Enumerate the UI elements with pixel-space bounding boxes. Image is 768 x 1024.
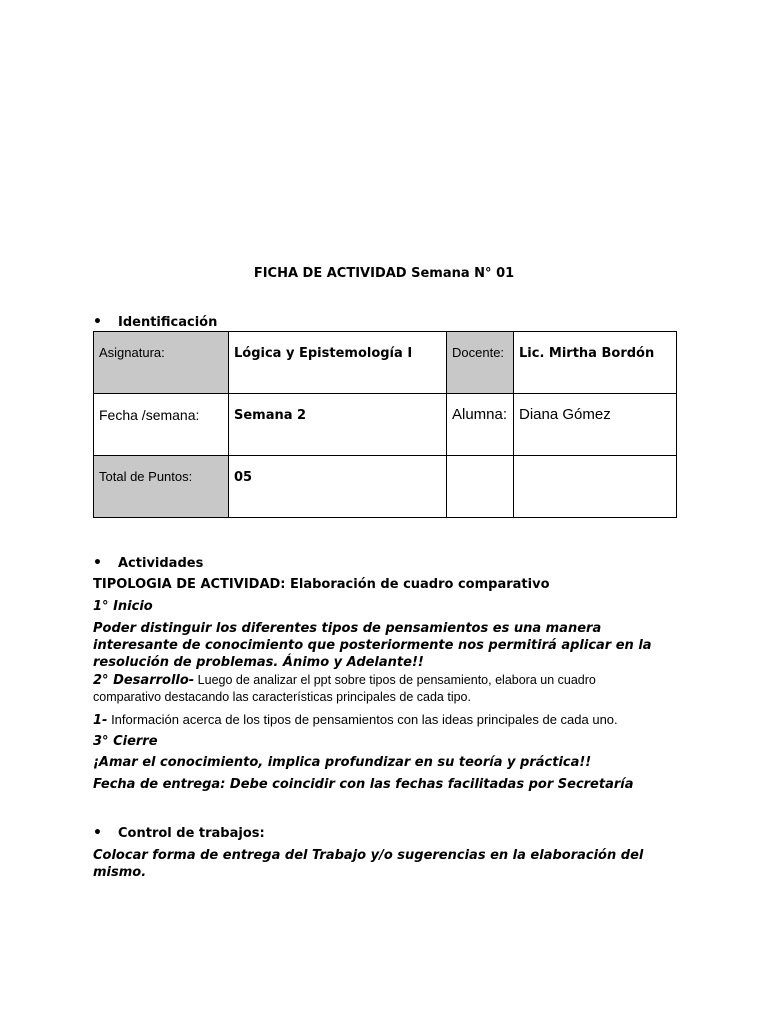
table-row	[94, 394, 677, 456]
section-actividades	[93, 555, 203, 571]
identification-table	[93, 331, 677, 518]
desarrollo-heading: 2° Desarrollo-	[93, 673, 195, 688]
section-control	[93, 825, 265, 841]
fecha-label: Fecha /semana:	[99, 407, 200, 423]
desarrollo-text: Luego de analizar el ppt sobre tipos de pensamiento, elabora un cuadro comparativo destacando las características principales de cada tipo.	[93, 673, 596, 704]
bullet-icon: •	[93, 825, 102, 841]
cierre-text: ¡Amar el conocimiento, implica profundizar en su teoría y práctica!!	[93, 755, 592, 770]
entrega-text: Fecha de entrega: Debe coincidir con las fechas facilitadas por Secretaría	[93, 777, 634, 792]
bullet-icon: •	[93, 555, 102, 571]
item-1-text: Información acerca de los tipos de pensamientos con las ideas principales de cada uno.	[107, 712, 618, 727]
alumna-label: Alumna:	[452, 406, 508, 423]
puntos-label-cell	[94, 456, 229, 518]
docente-label: Docente:	[452, 345, 505, 360]
cierre-heading: 3° Cierre	[93, 734, 158, 749]
item-1-line	[93, 712, 683, 728]
section-heading: Control de trabajos:	[118, 825, 265, 841]
docente-value-cell	[514, 332, 677, 394]
inicio-heading: 1° Inicio	[93, 599, 153, 614]
alumna-value-cell	[514, 394, 677, 456]
docente-label-cell	[447, 332, 514, 394]
alumna-value: Diana Gómez	[519, 406, 611, 423]
fecha-value-cell	[229, 394, 447, 456]
section-identificacion	[93, 314, 217, 330]
asignatura-label-cell	[94, 332, 229, 394]
puntos-label: Total de Puntos:	[99, 469, 193, 484]
fecha-label-cell	[94, 394, 229, 456]
page-title: FICHA DE ACTIVIDAD Semana N° 01	[253, 266, 515, 281]
table-row	[94, 456, 677, 518]
tipologia-line: TIPOLOGIA DE ACTIVIDAD: Elaboración de cuadro comparativo	[93, 577, 550, 592]
item-1-number: 1-	[93, 713, 108, 728]
docente-value: Lic. Mirtha Bordón	[519, 346, 655, 361]
puntos-value-cell	[229, 456, 447, 518]
asignatura-value-cell	[229, 332, 447, 394]
control-text: Colocar forma de entrega del Trabajo y/o sugerencias en la elaboración del mismo.	[93, 848, 644, 880]
desarrollo-paragraph	[93, 672, 653, 706]
asignatura-label: Asignatura:	[99, 345, 165, 360]
section-heading: Actividades	[118, 555, 204, 571]
alumna-label-cell	[447, 394, 514, 456]
empty-cell	[514, 456, 677, 518]
section-heading: Identificación	[118, 314, 218, 330]
inicio-text: Poder distinguir los diferentes tipos de pensamientos es una manera interesante de conocimiento que posteriormente nos permitirá aplicar en la resolución de problemas. Ánimo y Adelante!!	[93, 621, 652, 670]
asignatura-value: Lógica y Epistemología I	[234, 346, 413, 361]
table-row	[94, 332, 677, 394]
puntos-value: 05	[234, 470, 253, 485]
fecha-value: Semana 2	[234, 408, 307, 423]
bullet-icon: •	[93, 314, 102, 330]
empty-cell	[447, 456, 514, 518]
